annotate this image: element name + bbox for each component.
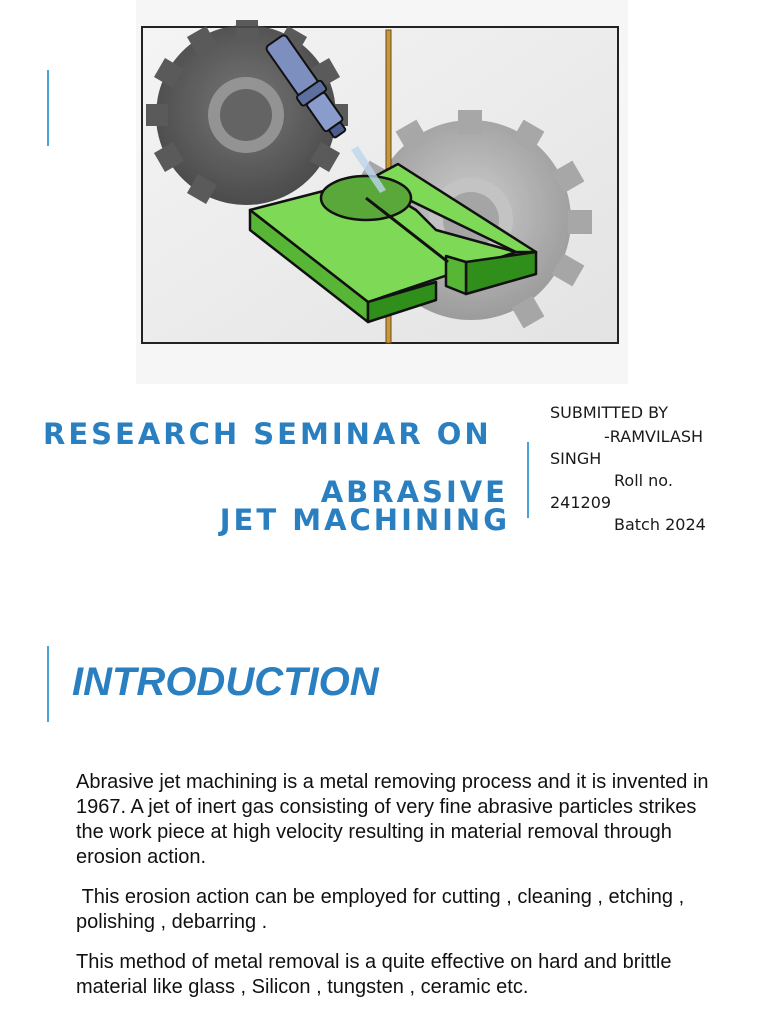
title-line-3: JET MACHINING [219,503,510,537]
title-line-2: ABRASIVE [320,475,508,509]
paragraph-1: Abrasive jet machining is a metal removing process and it is invented in 1967. A jet of inert gas consisting of very fine abrasive particles strikes the work piece at high velocity resulting in material removal through erosion action. [76,771,709,868]
accent-line-title [527,442,529,518]
accent-line-top [47,70,49,146]
submitted-label: SUBMITTED BY [550,403,669,422]
roll-value: 241209 [550,493,612,512]
batch-label: Batch 2024 [614,515,706,534]
abrasive-jet-illustration [136,0,628,384]
body-text [76,770,716,1015]
submitter-name-line1: -RAMVILASH [604,427,704,446]
paragraph-3: This method of metal removal is a quite effective on hard and brittle material like glass , Silicon , tungsten , ceramic etc. [76,951,672,998]
paragraph-2: This erosion action can be employed for cutting , cleaning , etching , polishing , debarring . [76,886,690,933]
title-line-1: RESEARCH SEMINAR ON [43,417,492,451]
submitter-name-line2: SINGH [550,449,602,468]
submitted-by-block [550,402,750,536]
roll-label: Roll no. [614,471,673,490]
section-heading: INTRODUCTION [72,660,379,704]
accent-line-section [47,646,49,722]
